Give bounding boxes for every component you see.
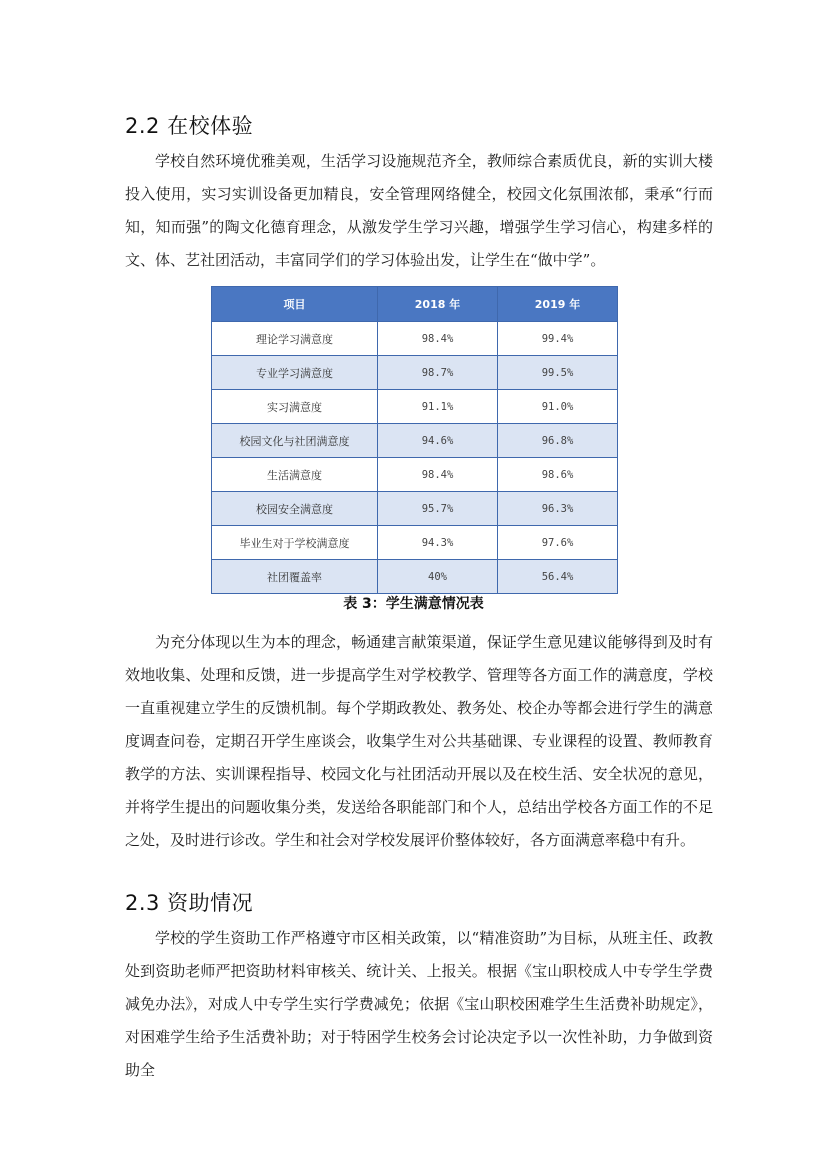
row-item: 社团覆盖率	[212, 560, 378, 594]
header-2019: 2019 年	[498, 287, 618, 322]
row-2018: 91.1%	[378, 390, 498, 424]
row-2019: 98.6%	[498, 458, 618, 492]
row-item: 实习满意度	[212, 390, 378, 424]
row-2018: 98.4%	[378, 322, 498, 356]
table-row	[212, 356, 618, 390]
feedback-paragraph: 为充分体现以生为本的理念，畅通建言献策渠道，保证学生意见建议能够得到及时有效地收集、处理和反馈，进一步提高学生对学校教学、管理等各方面工作的满意度，学校一直重视建立学生的反馈机制。每个学期政教处、教务处、校企办等都会进行学生的满意度调查问卷，定期召开学生座谈会，收集学生对公共基础课、专业课程的设置、教师教育教学的方法、实训课程指导、校园文化与社团活动开展以及在校生活、安全状况的意见，并将学生提出的问题收集分类，发送给各职能部门和个人，总结出学校各方面工作的不足之处，及时进行诊改。学生和社会对学校发展评价整体较好，各方面满意率稳中有升。	[125, 633, 713, 849]
section-heading-2-2: 2.2 在校体验	[125, 114, 254, 138]
table-row	[212, 458, 618, 492]
table-row	[212, 526, 618, 560]
table-header-row	[212, 287, 618, 322]
row-2019: 96.8%	[498, 424, 618, 458]
school-experience-paragraph: 学校自然环境优雅美观，生活学习设施规范齐全，教师综合素质优良，新的实训大楼投入使用，实习实训设备更加精良，安全管理网络健全，校园文化氛围浓郁，秉承“行而知，知而强”的陶文化德育理念，从激发学生学习兴趣，增强学生学习信心，构建多样的文、体、艺社团活动，丰富同学们的学习体验出发，让学生在“做中学”。	[125, 152, 713, 269]
row-2018: 40%	[378, 560, 498, 594]
row-item: 生活满意度	[212, 458, 378, 492]
row-2019: 91.0%	[498, 390, 618, 424]
row-2019: 97.6%	[498, 526, 618, 560]
table-row	[212, 390, 618, 424]
row-2018: 94.6%	[378, 424, 498, 458]
table-row	[212, 560, 618, 594]
row-2018: 94.3%	[378, 526, 498, 560]
section-heading-2-3: 2.3 资助情况	[125, 891, 254, 915]
row-item: 专业学习满意度	[212, 356, 378, 390]
row-item: 毕业生对于学校满意度	[212, 526, 378, 560]
row-item: 校园安全满意度	[212, 492, 378, 526]
table-row	[212, 322, 618, 356]
row-2018: 98.7%	[378, 356, 498, 390]
row-2018: 95.7%	[378, 492, 498, 526]
table-caption: 表 3：学生满意情况表	[343, 596, 484, 612]
table-row	[212, 424, 618, 458]
row-item: 校园文化与社团满意度	[212, 424, 378, 458]
row-2019: 96.3%	[498, 492, 618, 526]
row-item: 理论学习满意度	[212, 322, 378, 356]
row-2018: 98.4%	[378, 458, 498, 492]
header-item: 项目	[212, 287, 378, 322]
row-2019: 99.5%	[498, 356, 618, 390]
table-row	[212, 492, 618, 526]
header-2018: 2018 年	[378, 287, 498, 322]
row-2019: 56.4%	[498, 560, 618, 594]
satisfaction-table	[211, 286, 618, 594]
financial-aid-paragraph: 学校的学生资助工作严格遵守市区相关政策，以“精准资助”为目标，从班主任、政教处到资助老师严把资助材料审核关、统计关、上报关。根据《宝山职校成人中专学生学费减免办法》，对成人中专学生实行学费减免；依据《宝山职校困难学生生活费补助规定》，对困难学生给予生活费补助；对于特困学生校务会讨论决定予以一次性补助，力争做到资助全	[125, 929, 713, 1079]
row-2019: 99.4%	[498, 322, 618, 356]
